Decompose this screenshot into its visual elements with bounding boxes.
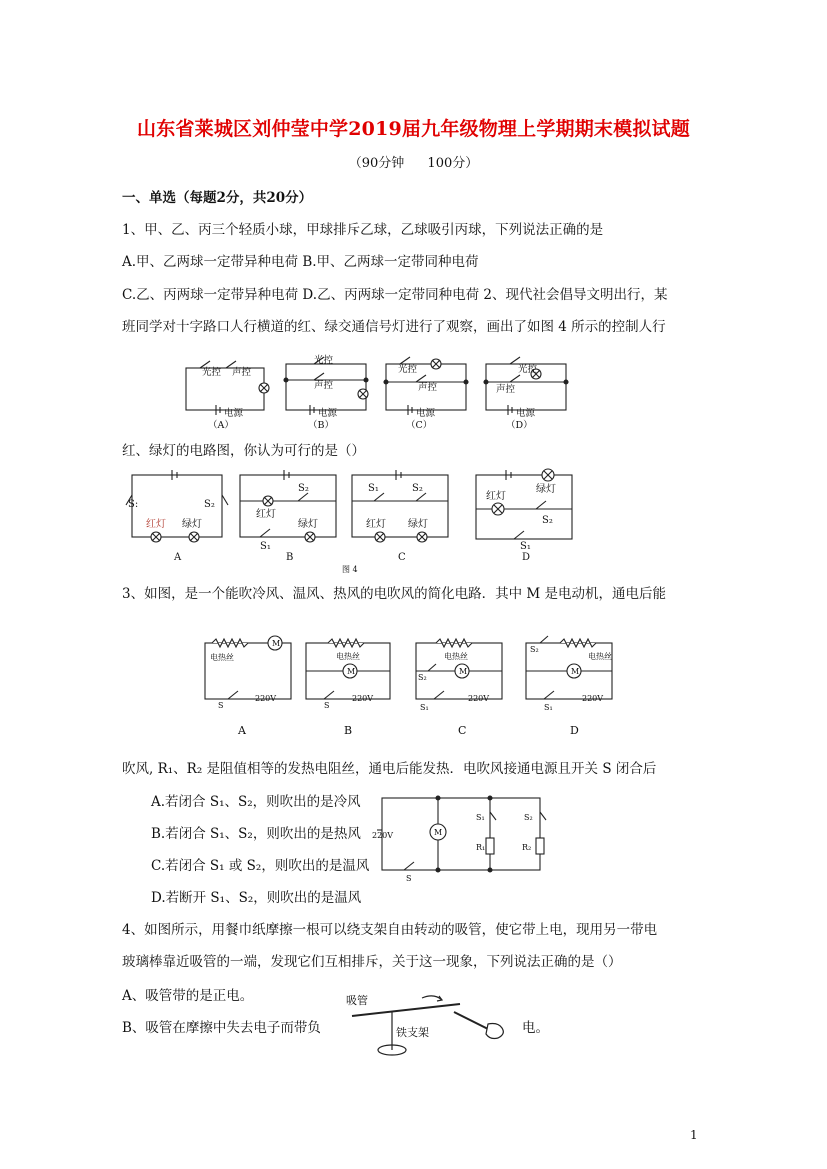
page-title: 山东省莱城区刘仲莹中学2019届九年级物理上学期期末模拟试题	[137, 118, 690, 140]
voltage-c: 220V	[468, 694, 490, 703]
red-light-4a: 红灯	[146, 519, 166, 530]
hair-dryer-main-circuit	[372, 790, 552, 882]
q1-options-ab: A.甲、乙两球一定带异种电荷 B.甲、乙两球一定带同种电荷	[122, 254, 479, 270]
green-light-4d: 绿灯	[536, 484, 556, 495]
section-heading: 一、单选（每题2分，共20分）	[122, 190, 313, 206]
red-light-4b: 红灯	[256, 509, 276, 520]
straw-stand-figure	[342, 990, 520, 1062]
label-3a: A	[238, 724, 246, 737]
sound-ctrl-d: 声控	[496, 384, 516, 395]
q3-description: 吹风, R₁、R₂ 是阻值相等的发热电阻丝，通电后能发热．电吹风接通电源且开关 S 闭合后	[122, 761, 657, 777]
label-3c: C	[458, 724, 467, 737]
heater-c: 电热丝	[444, 652, 468, 661]
straw-label: 吸管	[346, 994, 368, 1007]
main-s1: S₁	[476, 813, 485, 822]
circuit-a	[186, 361, 269, 415]
label-4c: C	[398, 552, 406, 563]
heater-d: 电热丝	[588, 652, 612, 661]
exam-duration-score: （90分钟 100分）	[348, 156, 479, 171]
motor-a: M	[272, 639, 281, 648]
label-b: （B）	[308, 420, 334, 431]
figure-4-caption: 图 4	[342, 565, 358, 574]
light-ctrl-b: 光控	[314, 355, 334, 366]
s-a: S	[218, 701, 224, 710]
sound-ctrl-a: 声控	[232, 367, 252, 378]
q4-option-a: A、吸管带的是正电。	[122, 988, 254, 1004]
s1-4d: S₁	[520, 541, 531, 552]
s2-4b: S₂	[298, 483, 309, 494]
main-s2: S₂	[524, 813, 533, 822]
light-ctrl-a: 光控	[202, 367, 222, 378]
label-d: （D）	[506, 420, 533, 431]
s2-4c: S₂	[412, 483, 423, 494]
label-4a: A	[174, 552, 182, 563]
circuit-4b	[240, 470, 336, 542]
circuit-4c	[352, 470, 448, 542]
label-a: （A）	[208, 420, 234, 431]
q4-option-b: B、吸管在摩擦中失去电子而带负	[122, 1020, 321, 1036]
label-3b: B	[344, 724, 353, 737]
s1-c: S₁	[420, 703, 429, 712]
q1-stem: 1、甲、乙、丙三个轻质小球，甲球排斥乙球，乙球吸引丙球，下列说法正确的是	[122, 222, 604, 238]
traffic-light-circuits-figure	[122, 465, 582, 575]
power-a: 电源	[224, 408, 244, 419]
s1-4b: S₁	[260, 541, 271, 552]
q4-stem: 4、如图所示，用餐巾纸摩擦一根可以绕支架自由转动的吸管，使它带上电，现用另一带电	[122, 922, 658, 938]
s1-4c: S₁	[368, 483, 379, 494]
voltage-b: 220V	[352, 694, 374, 703]
green-light-4c: 绿灯	[408, 519, 428, 530]
red-light-4d: 红灯	[486, 491, 506, 502]
q3-option-c: C.若闭合 S₁ 或 S₂，则吹出的是温风	[151, 858, 370, 874]
heater-b: 电热丝	[336, 652, 360, 661]
main-r1: R₁	[476, 843, 486, 852]
sound-ctrl-c: 声控	[418, 382, 438, 393]
label-c: （C）	[406, 420, 433, 431]
light-ctrl-d: 光控	[518, 364, 538, 375]
green-light-4b: 绿灯	[298, 519, 318, 530]
motor-c: M	[459, 667, 468, 676]
q2-stem: 红、绿灯的电路图，你认为可行的是（）	[122, 443, 365, 459]
power-c: 电源	[416, 408, 436, 419]
s2-c: S₂	[418, 673, 427, 682]
q3-option-a: A.若闭合 S₁、S₂，则吹出的是冷风	[151, 794, 361, 810]
voltage-a: 220V	[255, 694, 277, 703]
light-ctrl-c: 光控	[398, 364, 418, 375]
main-motor: M	[434, 828, 443, 837]
main-voltage: 220V	[372, 831, 394, 840]
green-light-4a: 绿灯	[182, 519, 202, 530]
q3-option-d: D.若断开 S₁、S₂，则吹出的是温风	[151, 890, 362, 906]
label-3d: D	[570, 724, 579, 737]
s1-d: S₁	[544, 703, 553, 712]
q2-stem-continued: 班同学对十字路口人行横道的红、绿交通信号灯进行了观察，画出了如图 4 所示的控制人行	[122, 319, 666, 335]
s-b: S	[324, 701, 330, 710]
q3-option-b: B.若闭合 S₁、S₂，则吹出的是热风	[151, 826, 361, 842]
q1-options-cd: C.乙、丙两球一定带异种电荷 D.乙、丙两球一定带同种电荷 2、现代社会倡导文明出行，某	[122, 287, 668, 303]
sound-ctrl-b: 声控	[314, 380, 334, 391]
red-light-4c: 红灯	[366, 519, 386, 530]
power-d: 电源	[516, 408, 536, 419]
hair-dryer-circuits-figure	[200, 628, 620, 740]
page-number: 1	[690, 1128, 698, 1142]
s2-4d: S₂	[542, 515, 553, 526]
stand-label: 铁支架	[396, 1026, 429, 1039]
s2-4a: S₂	[204, 499, 215, 510]
motor-b: M	[347, 667, 356, 676]
q3-stem: 3、如图，是一个能吹冷风、温风、热风的电吹风的简化电路．其中 M 是电动机，通电后能	[122, 586, 666, 602]
s-plain-4a: S:	[128, 499, 139, 510]
dryer-circuit-d	[526, 636, 612, 699]
label-4b: B	[286, 552, 294, 563]
main-s: S	[406, 874, 412, 882]
power-b: 电源	[318, 408, 338, 419]
control-circuits-figure	[180, 352, 575, 432]
circuit-4d	[476, 469, 572, 539]
heater-a: 电热丝	[210, 653, 234, 662]
s2-d: S₂	[530, 645, 539, 654]
voltage-d: 220V	[582, 694, 604, 703]
label-4d: D	[522, 552, 531, 563]
main-r2: R₂	[522, 843, 532, 852]
motor-d: M	[571, 667, 580, 676]
q4-stem-continued: 玻璃棒靠近吸管的一端，发现它们互相排斥，关于这一现象，下列说法正确的是（）	[122, 954, 622, 970]
q4-option-b-end: 电。	[522, 1020, 549, 1036]
